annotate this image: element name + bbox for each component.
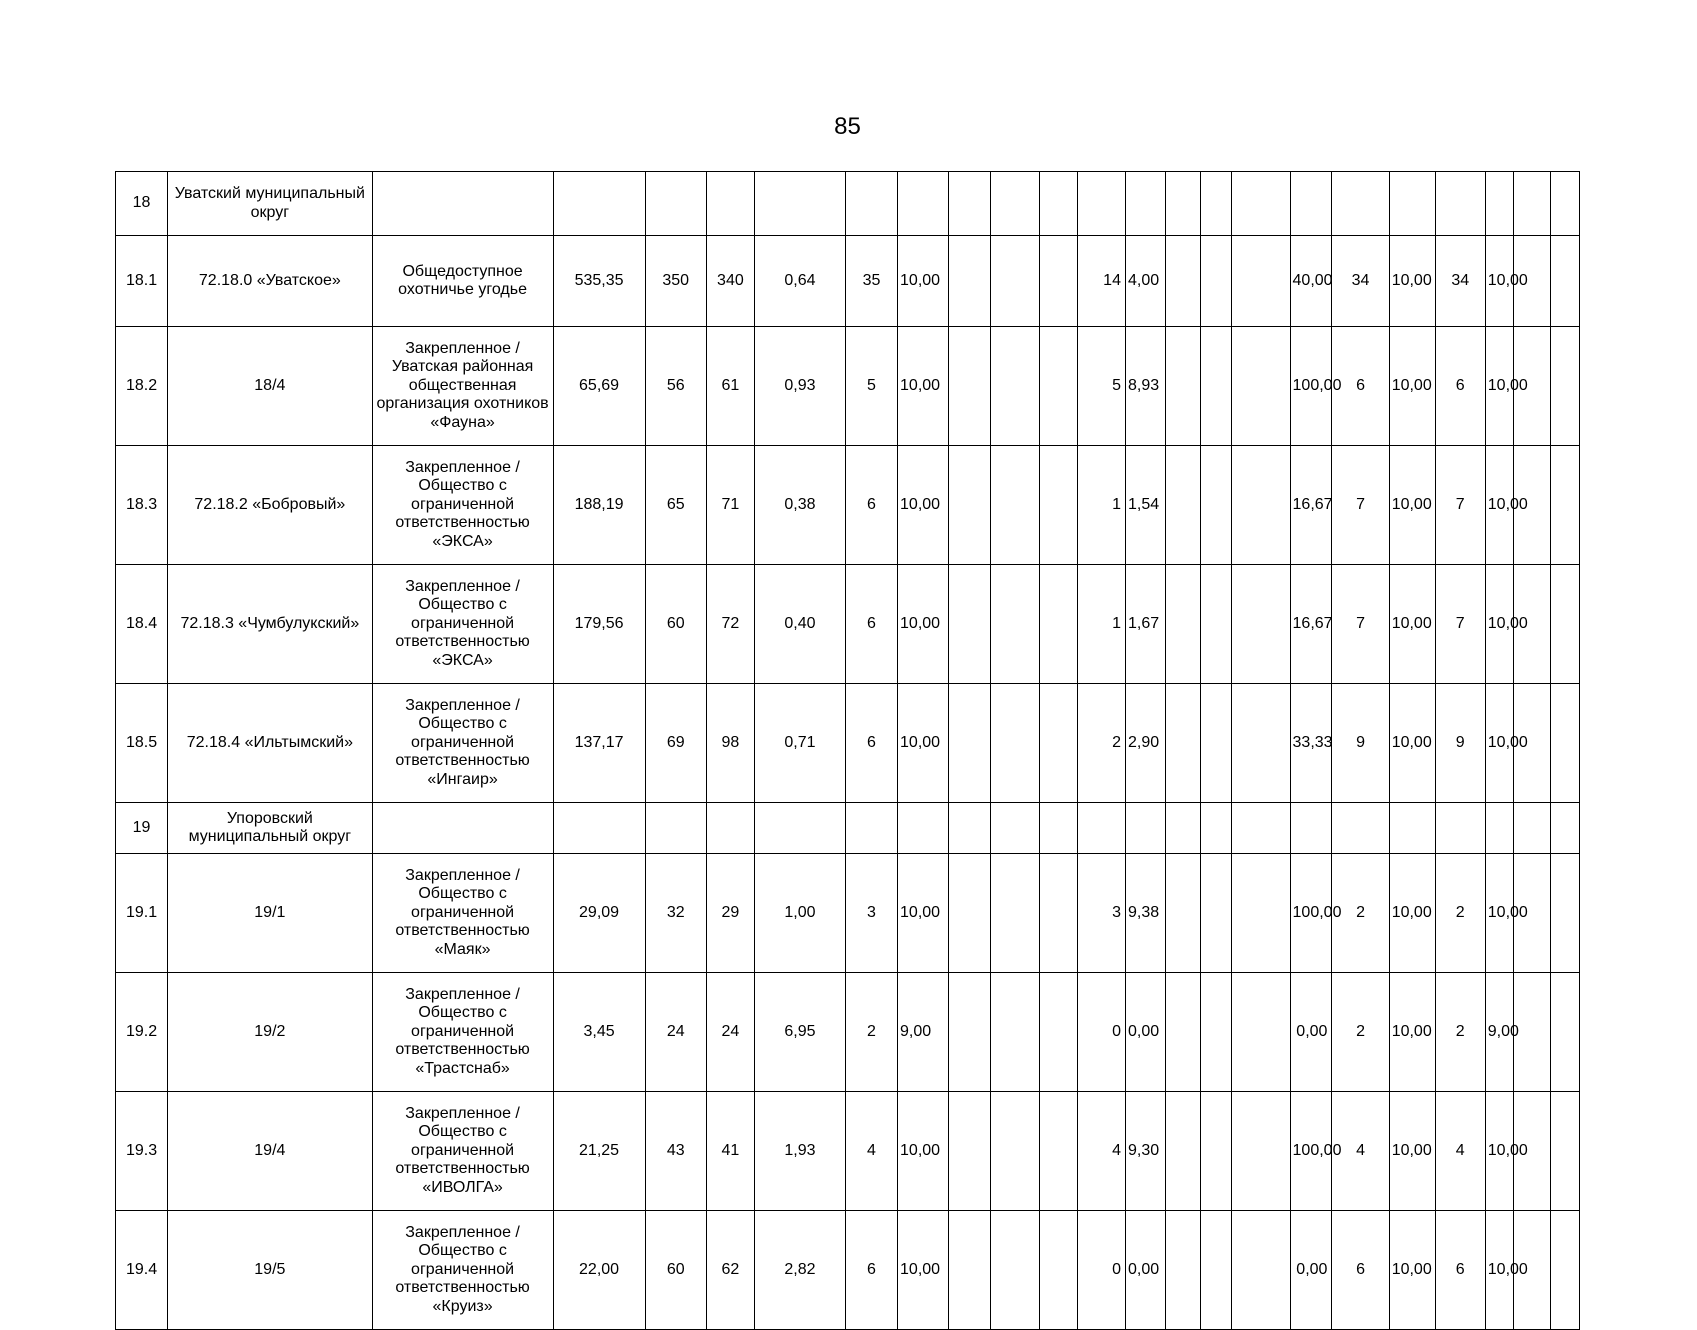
cell-num: 18.2 bbox=[116, 327, 168, 446]
empty-cell bbox=[1551, 1092, 1580, 1211]
empty-cell bbox=[1200, 1211, 1232, 1330]
empty-cell bbox=[991, 446, 1040, 565]
cell-name: 19/5 bbox=[168, 1211, 372, 1330]
empty-cell bbox=[1232, 1211, 1290, 1330]
cell-category: Закрепленное / Общество с ограниченной ответственностью «Ингаир» bbox=[372, 684, 553, 803]
empty-cell bbox=[1200, 854, 1232, 973]
cell-c1: 188,19 bbox=[553, 446, 645, 565]
cell-c7: 2 bbox=[1077, 684, 1125, 803]
section-row bbox=[116, 803, 1580, 854]
table-row bbox=[116, 684, 1580, 803]
cell-c4: 2,82 bbox=[754, 1211, 845, 1330]
empty-cell bbox=[1290, 803, 1332, 854]
empty-cell bbox=[1435, 803, 1485, 854]
empty-cell bbox=[991, 236, 1040, 327]
empty-cell bbox=[1165, 684, 1200, 803]
cell-c8: 8,93 bbox=[1125, 327, 1165, 446]
empty-cell bbox=[645, 172, 706, 236]
empty-cell bbox=[991, 1211, 1040, 1330]
empty-cell bbox=[1232, 327, 1290, 446]
cell-c13: 10,00 bbox=[1485, 1211, 1514, 1330]
hunting-grounds-table bbox=[115, 171, 1580, 1330]
empty-cell bbox=[1232, 446, 1290, 565]
cell-c9: 0,00 bbox=[1290, 973, 1332, 1092]
cell-category: Закрепленное / Общество с ограниченной ответственностью «Маяк» bbox=[372, 854, 553, 973]
empty-cell bbox=[1040, 684, 1078, 803]
empty-cell bbox=[991, 803, 1040, 854]
cell-c11: 10,00 bbox=[1389, 854, 1435, 973]
empty-cell bbox=[1200, 172, 1232, 236]
empty-cell bbox=[1040, 236, 1078, 327]
empty-cell bbox=[949, 854, 991, 973]
empty-cell bbox=[754, 803, 845, 854]
empty-cell bbox=[949, 1092, 991, 1211]
empty-cell bbox=[1514, 172, 1551, 236]
cell-c8: 4,00 bbox=[1125, 236, 1165, 327]
empty-cell bbox=[1200, 327, 1232, 446]
cell-c11: 10,00 bbox=[1389, 236, 1435, 327]
cell-num: 18.4 bbox=[116, 565, 168, 684]
empty-cell bbox=[1290, 172, 1332, 236]
empty-cell bbox=[1125, 803, 1165, 854]
cell-c6: 10,00 bbox=[898, 1092, 949, 1211]
cell-c7: 3 bbox=[1077, 854, 1125, 973]
cell-c11: 10,00 bbox=[1389, 1211, 1435, 1330]
empty-cell bbox=[1232, 1092, 1290, 1211]
cell-c8: 9,38 bbox=[1125, 854, 1165, 973]
cell-c13: 10,00 bbox=[1485, 327, 1514, 446]
cell-c8: 2,90 bbox=[1125, 684, 1165, 803]
cell-c10: 4 bbox=[1332, 1092, 1389, 1211]
cell-c7: 1 bbox=[1077, 565, 1125, 684]
empty-cell bbox=[1200, 446, 1232, 565]
cell-c4: 0,71 bbox=[754, 684, 845, 803]
cell-c7: 5 bbox=[1077, 327, 1125, 446]
cell-c13: 10,00 bbox=[1485, 1092, 1514, 1211]
empty-cell bbox=[949, 327, 991, 446]
table-body bbox=[116, 172, 1580, 1330]
empty-cell bbox=[1040, 854, 1078, 973]
cell-c12: 7 bbox=[1435, 565, 1485, 684]
empty-cell bbox=[1332, 172, 1389, 236]
cell-c10: 6 bbox=[1332, 1211, 1389, 1330]
empty-cell bbox=[1040, 172, 1078, 236]
empty-cell bbox=[1077, 172, 1125, 236]
empty-cell bbox=[1040, 565, 1078, 684]
cell-c4: 0,93 bbox=[754, 327, 845, 446]
table-row bbox=[116, 236, 1580, 327]
cell-c13: 10,00 bbox=[1485, 236, 1514, 327]
cell-c13: 10,00 bbox=[1485, 684, 1514, 803]
section-row bbox=[116, 172, 1580, 236]
cell-c12: 34 bbox=[1435, 236, 1485, 327]
cell-c3: 29 bbox=[706, 854, 754, 973]
empty-cell bbox=[1551, 327, 1580, 446]
cell-c5: 35 bbox=[845, 236, 897, 327]
empty-cell bbox=[372, 803, 553, 854]
empty-cell bbox=[1040, 803, 1078, 854]
empty-cell bbox=[1514, 803, 1551, 854]
empty-cell bbox=[1551, 446, 1580, 565]
cell-c3: 24 bbox=[706, 973, 754, 1092]
empty-cell bbox=[1165, 446, 1200, 565]
page-number: 85 bbox=[834, 113, 861, 140]
empty-cell bbox=[1232, 803, 1290, 854]
table-row bbox=[116, 973, 1580, 1092]
cell-c6: 10,00 bbox=[898, 327, 949, 446]
cell-c2: 56 bbox=[645, 327, 706, 446]
cell-c7: 0 bbox=[1077, 1211, 1125, 1330]
empty-cell bbox=[1040, 1092, 1078, 1211]
empty-cell bbox=[1165, 803, 1200, 854]
empty-cell bbox=[1551, 565, 1580, 684]
cell-c2: 65 bbox=[645, 446, 706, 565]
cell-c12: 6 bbox=[1435, 1211, 1485, 1330]
cell-name: 72.18.4 «Ильтымский» bbox=[168, 684, 372, 803]
cell-num: 18.3 bbox=[116, 446, 168, 565]
cell-c6: 10,00 bbox=[898, 684, 949, 803]
cell-c8: 1,54 bbox=[1125, 446, 1165, 565]
cell-c2: 43 bbox=[645, 1092, 706, 1211]
cell-c1: 29,09 bbox=[553, 854, 645, 973]
empty-cell bbox=[949, 446, 991, 565]
cell-c11: 10,00 bbox=[1389, 973, 1435, 1092]
cell-num: 19.2 bbox=[116, 973, 168, 1092]
empty-cell bbox=[1232, 684, 1290, 803]
section-number: 18 bbox=[116, 172, 168, 236]
empty-cell bbox=[1232, 236, 1290, 327]
empty-cell bbox=[553, 172, 645, 236]
cell-name: 72.18.2 «Бобровый» bbox=[168, 446, 372, 565]
cell-c9: 100,00 bbox=[1290, 854, 1332, 973]
cell-c7: 0 bbox=[1077, 973, 1125, 1092]
cell-c10: 7 bbox=[1332, 446, 1389, 565]
empty-cell bbox=[706, 803, 754, 854]
empty-cell bbox=[1232, 973, 1290, 1092]
cell-c1: 22,00 bbox=[553, 1211, 645, 1330]
cell-c13: 10,00 bbox=[1485, 854, 1514, 973]
cell-c9: 100,00 bbox=[1290, 1092, 1332, 1211]
empty-cell bbox=[1200, 1092, 1232, 1211]
table-row bbox=[116, 1092, 1580, 1211]
empty-cell bbox=[1165, 236, 1200, 327]
cell-c11: 10,00 bbox=[1389, 1092, 1435, 1211]
cell-c2: 60 bbox=[645, 1211, 706, 1330]
empty-cell bbox=[991, 973, 1040, 1092]
empty-cell bbox=[706, 172, 754, 236]
empty-cell bbox=[1165, 565, 1200, 684]
cell-num: 19.3 bbox=[116, 1092, 168, 1211]
empty-cell bbox=[1551, 1211, 1580, 1330]
empty-cell bbox=[991, 327, 1040, 446]
cell-category: Закрепленное / Общество с ограниченной ответственностью «Трастснаб» bbox=[372, 973, 553, 1092]
empty-cell bbox=[949, 172, 991, 236]
empty-cell bbox=[754, 172, 845, 236]
empty-cell bbox=[991, 684, 1040, 803]
cell-num: 19.4 bbox=[116, 1211, 168, 1330]
cell-c5: 6 bbox=[845, 684, 897, 803]
cell-c6: 10,00 bbox=[898, 1211, 949, 1330]
cell-category: Закрепленное / Общество с ограниченной ответственностью «Круиз» bbox=[372, 1211, 553, 1330]
cell-c12: 2 bbox=[1435, 973, 1485, 1092]
empty-cell bbox=[1040, 446, 1078, 565]
cell-c12: 9 bbox=[1435, 684, 1485, 803]
cell-name: 72.18.0 «Уватское» bbox=[168, 236, 372, 327]
table-row bbox=[116, 854, 1580, 973]
cell-c4: 0,38 bbox=[754, 446, 845, 565]
cell-c9: 100,00 bbox=[1290, 327, 1332, 446]
cell-name: 19/2 bbox=[168, 973, 372, 1092]
cell-c10: 6 bbox=[1332, 327, 1389, 446]
cell-c5: 6 bbox=[845, 446, 897, 565]
cell-c2: 32 bbox=[645, 854, 706, 973]
empty-cell bbox=[1200, 803, 1232, 854]
cell-c1: 179,56 bbox=[553, 565, 645, 684]
empty-cell bbox=[1200, 236, 1232, 327]
cell-num: 18.5 bbox=[116, 684, 168, 803]
cell-c9: 16,67 bbox=[1290, 565, 1332, 684]
cell-c6: 10,00 bbox=[898, 565, 949, 684]
cell-c5: 2 bbox=[845, 973, 897, 1092]
cell-name: 19/4 bbox=[168, 1092, 372, 1211]
cell-c11: 10,00 bbox=[1389, 446, 1435, 565]
cell-c8: 1,67 bbox=[1125, 565, 1165, 684]
cell-c1: 21,25 bbox=[553, 1092, 645, 1211]
empty-cell bbox=[991, 854, 1040, 973]
empty-cell bbox=[949, 803, 991, 854]
cell-c5: 6 bbox=[845, 565, 897, 684]
cell-c9: 16,67 bbox=[1290, 446, 1332, 565]
cell-c6: 10,00 bbox=[898, 236, 949, 327]
cell-c2: 350 bbox=[645, 236, 706, 327]
cell-c3: 98 bbox=[706, 684, 754, 803]
empty-cell bbox=[372, 172, 553, 236]
cell-c5: 5 bbox=[845, 327, 897, 446]
cell-c8: 0,00 bbox=[1125, 1211, 1165, 1330]
empty-cell bbox=[1435, 172, 1485, 236]
cell-c4: 1,00 bbox=[754, 854, 845, 973]
empty-cell bbox=[949, 565, 991, 684]
empty-cell bbox=[1551, 172, 1580, 236]
cell-c1: 137,17 bbox=[553, 684, 645, 803]
cell-c10: 34 bbox=[1332, 236, 1389, 327]
cell-c5: 3 bbox=[845, 854, 897, 973]
empty-cell bbox=[949, 1211, 991, 1330]
cell-c6: 9,00 bbox=[898, 973, 949, 1092]
empty-cell bbox=[1040, 327, 1078, 446]
cell-c3: 340 bbox=[706, 236, 754, 327]
cell-c11: 10,00 bbox=[1389, 684, 1435, 803]
cell-c5: 6 bbox=[845, 1211, 897, 1330]
cell-c11: 10,00 bbox=[1389, 327, 1435, 446]
cell-c4: 0,64 bbox=[754, 236, 845, 327]
cell-category: Закрепленное / Общество с ограниченной ответственностью «ЭКСА» bbox=[372, 565, 553, 684]
cell-c7: 4 bbox=[1077, 1092, 1125, 1211]
empty-cell bbox=[1551, 803, 1580, 854]
cell-c8: 0,00 bbox=[1125, 973, 1165, 1092]
empty-cell bbox=[1200, 684, 1232, 803]
cell-category: Закрепленное / Уватская районная общественная организация охотников «Фауна» bbox=[372, 327, 553, 446]
empty-cell bbox=[1551, 236, 1580, 327]
empty-cell bbox=[1200, 973, 1232, 1092]
cell-c12: 7 bbox=[1435, 446, 1485, 565]
section-title: Уватский муниципальный округ bbox=[168, 172, 372, 236]
table-row bbox=[116, 327, 1580, 446]
cell-c2: 69 bbox=[645, 684, 706, 803]
cell-c3: 41 bbox=[706, 1092, 754, 1211]
cell-c4: 0,40 bbox=[754, 565, 845, 684]
empty-cell bbox=[1389, 172, 1435, 236]
cell-c13: 10,00 bbox=[1485, 446, 1514, 565]
cell-c4: 1,93 bbox=[754, 1092, 845, 1211]
empty-cell bbox=[898, 803, 949, 854]
section-number: 19 bbox=[116, 803, 168, 854]
cell-category: Закрепленное / Общество с ограниченной ответственностью «ИВОЛГА» bbox=[372, 1092, 553, 1211]
empty-cell bbox=[1332, 803, 1389, 854]
empty-cell bbox=[1232, 565, 1290, 684]
cell-c9: 0,00 bbox=[1290, 1211, 1332, 1330]
cell-category: Закрепленное / Общество с ограниченной ответственностью «ЭКСА» bbox=[372, 446, 553, 565]
empty-cell bbox=[1551, 684, 1580, 803]
table-row bbox=[116, 565, 1580, 684]
table-row bbox=[116, 446, 1580, 565]
cell-c4: 6,95 bbox=[754, 973, 845, 1092]
section-title: Упоровский муниципальный округ bbox=[168, 803, 372, 854]
cell-c10: 7 bbox=[1332, 565, 1389, 684]
cell-c5: 4 bbox=[845, 1092, 897, 1211]
cell-c12: 2 bbox=[1435, 854, 1485, 973]
cell-c6: 10,00 bbox=[898, 446, 949, 565]
cell-c10: 9 bbox=[1332, 684, 1389, 803]
empty-cell bbox=[1232, 854, 1290, 973]
table-row bbox=[116, 1211, 1580, 1330]
cell-name: 72.18.3 «Чумбулукский» bbox=[168, 565, 372, 684]
empty-cell bbox=[1200, 565, 1232, 684]
empty-cell bbox=[1232, 172, 1290, 236]
empty-cell bbox=[949, 684, 991, 803]
cell-num: 19.1 bbox=[116, 854, 168, 973]
empty-cell bbox=[1040, 1211, 1078, 1330]
empty-cell bbox=[845, 803, 897, 854]
cell-c2: 24 bbox=[645, 973, 706, 1092]
empty-cell bbox=[1165, 172, 1200, 236]
cell-c2: 60 bbox=[645, 565, 706, 684]
cell-name: 19/1 bbox=[168, 854, 372, 973]
empty-cell bbox=[898, 172, 949, 236]
cell-c8: 9,30 bbox=[1125, 1092, 1165, 1211]
empty-cell bbox=[949, 236, 991, 327]
cell-c7: 1 bbox=[1077, 446, 1125, 565]
empty-cell bbox=[1125, 172, 1165, 236]
empty-cell bbox=[1165, 1092, 1200, 1211]
cell-c1: 65,69 bbox=[553, 327, 645, 446]
cell-c11: 10,00 bbox=[1389, 565, 1435, 684]
empty-cell bbox=[1485, 172, 1514, 236]
empty-cell bbox=[1165, 854, 1200, 973]
cell-c10: 2 bbox=[1332, 973, 1389, 1092]
cell-c12: 4 bbox=[1435, 1092, 1485, 1211]
cell-c3: 72 bbox=[706, 565, 754, 684]
cell-name: 18/4 bbox=[168, 327, 372, 446]
cell-c13: 9,00 bbox=[1485, 973, 1514, 1092]
cell-c1: 535,35 bbox=[553, 236, 645, 327]
empty-cell bbox=[1514, 973, 1551, 1092]
cell-c9: 40,00 bbox=[1290, 236, 1332, 327]
empty-cell bbox=[991, 565, 1040, 684]
empty-cell bbox=[1040, 973, 1078, 1092]
cell-c6: 10,00 bbox=[898, 854, 949, 973]
empty-cell bbox=[1551, 973, 1580, 1092]
empty-cell bbox=[1485, 803, 1514, 854]
empty-cell bbox=[553, 803, 645, 854]
empty-cell bbox=[845, 172, 897, 236]
empty-cell bbox=[1165, 1211, 1200, 1330]
empty-cell bbox=[645, 803, 706, 854]
empty-cell bbox=[1165, 327, 1200, 446]
cell-c12: 6 bbox=[1435, 327, 1485, 446]
empty-cell bbox=[1389, 803, 1435, 854]
cell-c13: 10,00 bbox=[1485, 565, 1514, 684]
cell-category: Общедоступное охотничье угодье bbox=[372, 236, 553, 327]
empty-cell bbox=[1077, 803, 1125, 854]
cell-c3: 62 bbox=[706, 1211, 754, 1330]
cell-c10: 2 bbox=[1332, 854, 1389, 973]
cell-num: 18.1 bbox=[116, 236, 168, 327]
cell-c7: 14 bbox=[1077, 236, 1125, 327]
cell-c3: 61 bbox=[706, 327, 754, 446]
empty-cell bbox=[1165, 973, 1200, 1092]
cell-c9: 33,33 bbox=[1290, 684, 1332, 803]
cell-c3: 71 bbox=[706, 446, 754, 565]
empty-cell bbox=[1551, 854, 1580, 973]
empty-cell bbox=[991, 172, 1040, 236]
cell-c1: 3,45 bbox=[553, 973, 645, 1092]
empty-cell bbox=[991, 1092, 1040, 1211]
empty-cell bbox=[949, 973, 991, 1092]
